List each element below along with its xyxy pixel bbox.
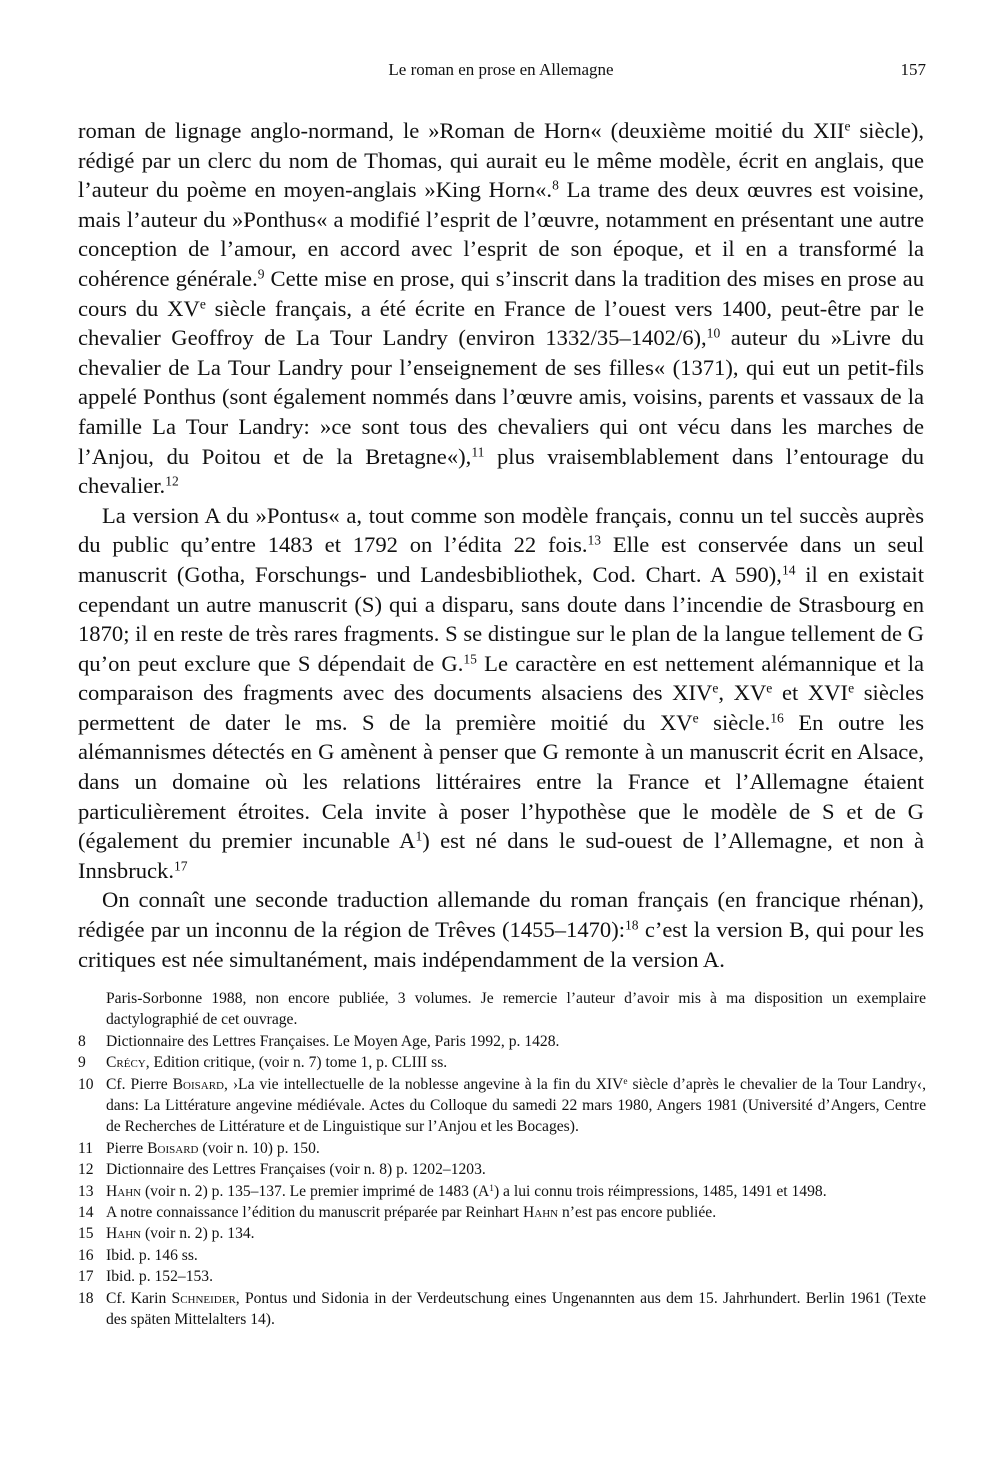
text-run: Cf. Karin: [106, 1289, 172, 1307]
footnote-number: 9: [78, 1054, 86, 1072]
text-run: auteur du »Livre du chevalier de La Tour Landry pour l’enseignement de ses filles« (1371), qui eut un petit-fils appelé Ponthus (sont également nommés dans l’œuvre amis, voisins, parents et vassaux de la famille La Tour Landry: »ce sont tous des chevaliers qui ont vécu dans les marches de l’Anjou, du Poitou et de la Bretagne«),: [78, 325, 924, 469]
footnote-number: 14: [78, 1204, 94, 1222]
superscript: 1: [415, 828, 423, 844]
footnote-ref-16: 16: [770, 710, 784, 726]
author-name: Crécy: [106, 1054, 146, 1072]
footnote-16: [78, 1245, 926, 1266]
page-number: 157: [900, 60, 926, 79]
text-run: n’est pas encore publiée.: [558, 1204, 717, 1222]
footnote-continuation: [78, 988, 926, 1031]
text-run: siècle), rédigé par un clerc du nom de Thomas, qui aurait eu le même modèle, écrit en anglais, que l’auteur du poème en moyen-anglais »King Horn«.: [78, 118, 924, 203]
footnote-13: [78, 1181, 926, 1202]
footnote-text: [106, 1223, 926, 1244]
text-run: ) est né dans le sud-ouest de l’Allemagne, et non à Innsbruck.: [78, 828, 924, 883]
author-name: Schneider: [171, 1289, 236, 1307]
footnote-11: [78, 1138, 926, 1159]
text-run: Le caractère en est nettement alémannique et la comparaison des fragments avec des documents alsaciens des XIV: [78, 650, 925, 706]
footnote-text: [106, 1052, 926, 1073]
text-run: (voir n. 10) p. 150.: [198, 1139, 320, 1157]
author-name: Hahn: [106, 1225, 142, 1243]
text-run: La trame des deux œuvres est voisine, mais l’auteur du »Ponthus« a modifié l’esprit de l’œuvre, notamment en présentant une autre conception de l’amour, en accord avec l’esprit de son époque, et il en a transformé la cohérence générale.: [78, 177, 924, 291]
text-run: , ›La vie intellectuelle de la noblesse angevine à la fin du XIV: [224, 1075, 624, 1093]
footnote-text: Ibid. p. 146 ss.: [106, 1246, 198, 1264]
footnote-ref-8: 8: [552, 177, 559, 193]
footnote-number: 11: [78, 1139, 94, 1157]
text-run: (voir n. 2) p. 135–137. Le premier imprimé de 1483 (A: [141, 1182, 490, 1200]
superscript: 1: [489, 1183, 494, 1194]
text-run: il en existait cependant un autre manuscrit (S) qui a disparu, sans doute dans l’incendie de Strasbourg en 1870; il en reste de très rares fragments. S se distingue sur le plan de la langue tellement de G qu’on peut exclure que S dépendait de G.: [78, 561, 924, 676]
footnote-text: [106, 1288, 926, 1331]
footnote-text: [106, 1181, 926, 1202]
superscript: e: [766, 680, 773, 696]
footnote-text: Dictionnaire des Lettres Françaises. Le Moyen Age, Paris 1992, p. 1428.: [106, 1032, 560, 1050]
footnote-number: 17: [78, 1268, 94, 1286]
footnote-text: Ibid. p. 152–153.: [106, 1268, 213, 1286]
footnote-ref-10: 10: [706, 325, 721, 341]
footnotes: [78, 988, 926, 1331]
footnote-ref-14: 14: [781, 562, 796, 578]
footnote-17: [78, 1266, 926, 1287]
author-name: Hahn: [106, 1182, 142, 1200]
text-run: Cf. Pierre: [106, 1075, 173, 1093]
main-text: [78, 116, 924, 974]
footnote-text: [106, 1138, 926, 1159]
footnote-14: [78, 1202, 926, 1223]
text-run: On connaît une seconde traduction allemande du roman français (en francique rhénan), rédigée par un inconnu de la région de Trêves (1455–1470):: [78, 887, 924, 943]
footnote-8: [78, 1031, 926, 1052]
footnote-15: [78, 1223, 926, 1244]
footnote-text: [106, 1074, 926, 1138]
footnote-ref-11: 11: [471, 444, 485, 460]
footnote-12: [78, 1159, 926, 1180]
footnote-10: [78, 1074, 926, 1138]
paragraph-2: [78, 501, 924, 886]
superscript: e: [712, 680, 719, 696]
footnote-number: 13: [78, 1182, 94, 1200]
author-name: Hahn: [522, 1204, 559, 1222]
text-run: , XV: [718, 680, 767, 706]
author-name: Boisard: [172, 1075, 224, 1093]
text-run: siècle français, a été écrite en France de l’ouest vers 1400, peut-être par le chevalier Geoffroy de La Tour Landry (environ 1332/35–1402/6),: [78, 295, 924, 351]
text-run: c’est la version B, qui pour les critiques est née simultanément, mais indépendamment de la version A.: [78, 917, 924, 972]
paragraph-3: [78, 885, 924, 974]
footnote-ref-9: 9: [257, 266, 265, 282]
superscript: e: [844, 118, 851, 134]
text-run: siècle.: [698, 709, 771, 735]
text-run: roman de lignage anglo-normand, le »Roman de Horn« (deuxième moitié du XII: [78, 118, 845, 143]
text-run: , Edition critique, (voir n. 7) tome 1, p. CLIII ss.: [145, 1054, 448, 1072]
footnote-ref-12: 12: [165, 473, 179, 489]
text-run: Cette mise en prose, qui s’inscrit dans la tradition des mises en prose au cours du XV: [78, 265, 924, 321]
footnote-9: [78, 1052, 926, 1073]
running-header: [76, 56, 926, 86]
footnote-number: 15: [78, 1225, 94, 1243]
footnote-number: 8: [78, 1032, 86, 1050]
footnote-number: 10: [78, 1075, 94, 1093]
text-run: plus vraisemblablement dans l’entourage du chevalier.: [78, 443, 924, 499]
text-run: (voir n. 2) p. 134.: [141, 1225, 255, 1243]
superscript: e: [623, 1076, 628, 1087]
paragraph-1: [78, 116, 924, 501]
text-run: La version A du »Pontus« a, tout comme son modèle français, connu un tel succès auprès du public qu’entre 1483 et 1792 on l’édita 22 fois.: [78, 502, 924, 558]
footnote-number: 12: [78, 1161, 94, 1179]
text-run: ) a lui connu trois réimpressions, 1485, 1491 et 1498.: [493, 1182, 827, 1200]
text-run: et XVI: [772, 680, 849, 706]
text-run: , Pontus und Sidonia in der Verdeutschung eines Ungenannten aus dem 15. Jahrhundert. Berlin 1961 (Texte des späten Mittelalters 14).: [106, 1289, 927, 1329]
text-run: Elle est conservée dans un seul manuscrit (Gotha, Forschungs- und Landesbibliothek, Cod. Chart. A 590),: [78, 532, 924, 587]
footnote-number: 18: [78, 1289, 94, 1307]
footnote-number: 16: [78, 1246, 94, 1264]
footnote-ref-17: 17: [174, 858, 188, 874]
superscript: e: [692, 710, 699, 726]
footnote-text: Paris-Sorbonne 1988, non encore publiée, 3 volumes. Je remercie l’auteur d’avoir mis à ma disposition un exemplaire dactylographié de cet ouvrage.: [106, 990, 926, 1029]
footnote-ref-13: 13: [587, 532, 602, 548]
text-run: En outre les alémannismes détectés en G amènent à penser que G remonte à un manuscrit écrit en Alsace, dans un domaine où les relations littéraires entre la France et l’Allemagne étaient particulièrement étroites. Cela invite à poser l’hypothèse que le modèle de S et de G (également du premier incunable A: [78, 709, 924, 854]
text-run: siècles permettent de dater le ms. S de la première moitié du XV: [78, 680, 924, 735]
footnote-ref-18: 18: [625, 917, 639, 933]
footnote-text: Dictionnaire des Lettres Françaises (voir n. 8) p. 1202–1203.: [106, 1161, 486, 1179]
running-title: Le roman en prose en Allemagne: [388, 60, 614, 79]
text-run: siècle d’après le chevalier de la Tour Landry‹, dans: La Littérature angevine médiévale. Actes du Colloque du samedi 22 mars 1980, Angers 1981 (Université d’Angers, Centre de Recherches de Littérature et de Linguistique sur l’Anjou et les Bocages).: [106, 1075, 926, 1136]
text-run: Pierre: [106, 1139, 148, 1157]
superscript: e: [848, 680, 855, 696]
superscript: e: [199, 296, 206, 312]
author-name: Boisard: [147, 1139, 199, 1157]
text-run: A notre connaissance l’édition du manuscrit préparée par Reinhart: [106, 1204, 523, 1222]
footnote-text: [106, 1202, 926, 1223]
footnote-18: [78, 1288, 926, 1331]
footnote-ref-15: 15: [463, 651, 477, 667]
